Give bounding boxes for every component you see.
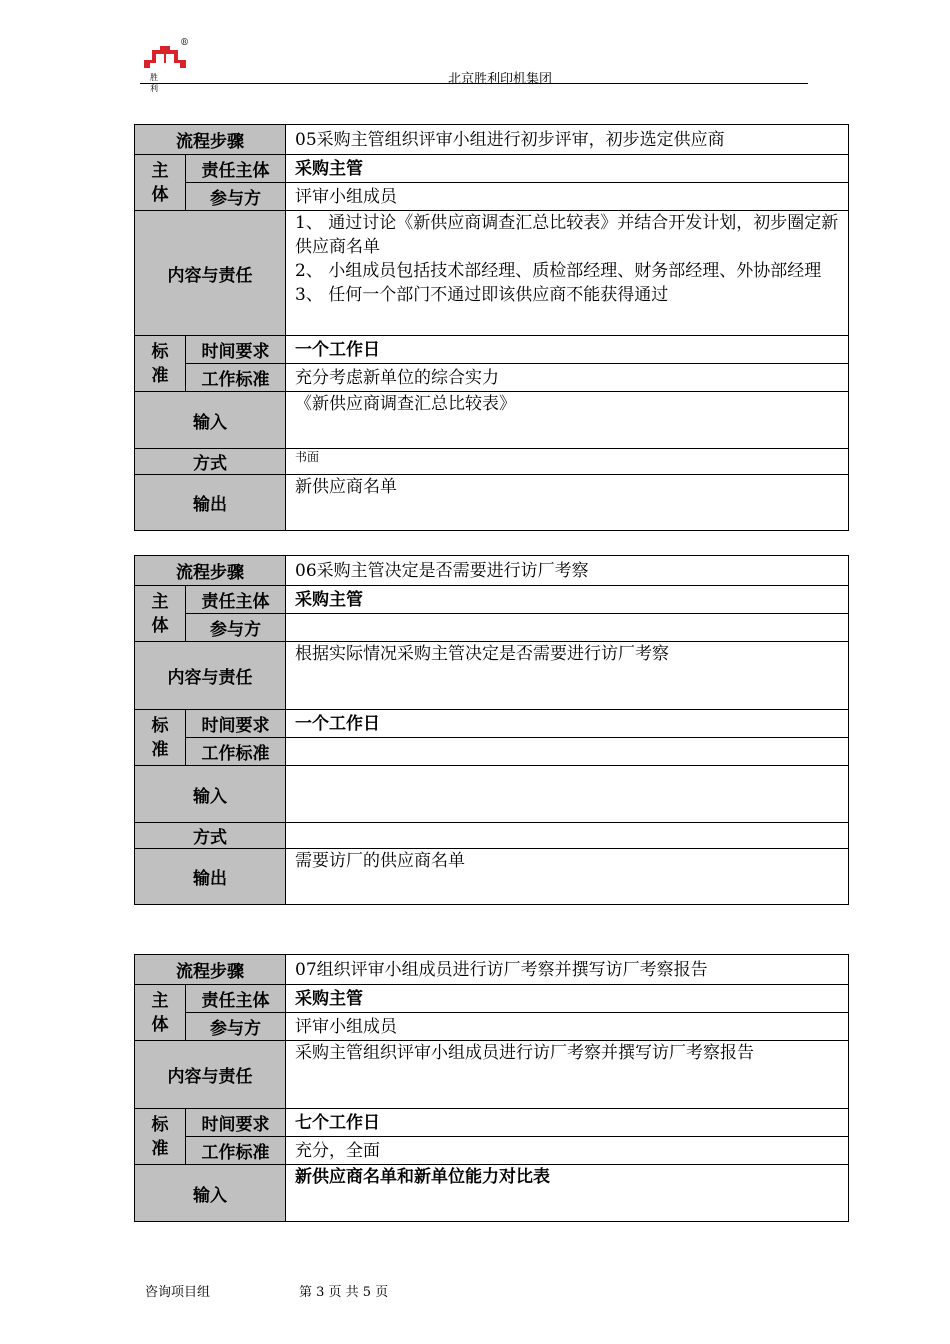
participant-label: 参与方: [186, 1013, 286, 1041]
input-value: [286, 766, 849, 823]
time-label: 时间要求: [186, 710, 286, 738]
work-standard-label: 工作标准: [186, 738, 286, 766]
time-label: 时间要求: [186, 336, 286, 364]
work-standard-value: 充分，全面: [286, 1137, 849, 1165]
time-value: 七个工作日: [286, 1109, 849, 1137]
responsible-value: 采购主管: [286, 586, 849, 614]
output-value: 新供应商名单: [286, 475, 849, 531]
method-value: [286, 823, 849, 849]
responsible-label: 责任主体: [186, 586, 286, 614]
time-value: 一个工作日: [286, 336, 849, 364]
work-standard-value: 充分考虑新单位的综合实力: [286, 364, 849, 392]
time-value: 一个工作日: [286, 710, 849, 738]
step-label: 流程步骤: [135, 556, 286, 586]
subject-label: 主体: [135, 586, 186, 642]
method-value: 书面: [286, 449, 849, 475]
participant-label: 参与方: [186, 614, 286, 642]
output-label: 输出: [135, 475, 286, 531]
subject-label: 主体: [135, 155, 186, 211]
content-line: 采购主管组织评审小组成员进行访厂考察并撰写访厂考察报告: [295, 1043, 754, 1063]
content-line: 根据实际情况采购主管决定是否需要进行访厂考察: [295, 644, 669, 664]
standard-label: 标准: [135, 1109, 186, 1165]
logo-text: 胜 利: [150, 73, 168, 93]
company-name: 北京胜利印机集团: [447, 72, 552, 87]
participant-label: 参与方: [186, 183, 286, 211]
responsible-label: 责任主体: [186, 985, 286, 1013]
time-label: 时间要求: [186, 1109, 286, 1137]
standard-label: 标准: [135, 710, 186, 766]
company-logo: [142, 38, 189, 93]
step-value: 05采购主管组织评审小组进行初步评审，初步选定供应商: [286, 125, 849, 155]
responsible-value: 采购主管: [286, 155, 849, 183]
footer-left: 咨询项目组: [145, 1285, 211, 1300]
content-label: 内容与责任: [135, 211, 286, 336]
input-value: 《新供应商调查汇总比较表》: [286, 392, 849, 449]
step-value: 06采购主管决定是否需要进行访厂考察: [286, 556, 849, 586]
step-label: 流程步骤: [135, 125, 286, 155]
process-table-07: [134, 954, 849, 1222]
input-value: 新供应商名单和新单位能力对比表: [286, 1165, 849, 1222]
participant-value: 评审小组成员: [286, 183, 849, 211]
input-label: 输入: [135, 766, 286, 823]
content-value: [286, 642, 849, 710]
step-value: 07组织评审小组成员进行访厂考察并撰写访厂考察报告: [286, 955, 849, 985]
method-label: 方式: [135, 449, 286, 475]
standard-label: 标准: [135, 336, 186, 392]
page-header: [140, 38, 808, 93]
step-label: 流程步骤: [135, 955, 286, 985]
participant-value: 评审小组成员: [286, 1013, 849, 1041]
subject-label: 主体: [135, 985, 186, 1041]
responsible-value: 采购主管: [286, 985, 849, 1013]
content-line: 1、 通过讨论《新供应商调查汇总比较表》并结合开发计划，初步圈定新供应商名单: [295, 213, 839, 257]
input-label: 输入: [135, 392, 286, 449]
participant-value: [286, 614, 849, 642]
content-label: 内容与责任: [135, 1041, 286, 1109]
content-value: [286, 1041, 849, 1109]
page-number: 第 3 页 共 5 页: [299, 1285, 389, 1300]
input-label: 输入: [135, 1165, 286, 1222]
content-label: 内容与责任: [135, 642, 286, 710]
content-value: [286, 211, 849, 336]
output-value: 需要访厂的供应商名单: [286, 849, 849, 905]
work-standard-label: 工作标准: [186, 1137, 286, 1165]
method-label: 方式: [135, 823, 286, 849]
header-divider: [140, 83, 808, 84]
content-line: 3、 任何一个部门不通过即该供应商不能获得通过: [295, 285, 669, 305]
process-table-06: [134, 555, 849, 905]
responsible-label: 责任主体: [186, 155, 286, 183]
process-table-05: [134, 124, 849, 531]
work-standard-label: 工作标准: [186, 364, 286, 392]
work-standard-value: [286, 738, 849, 766]
registered-mark: ®: [180, 38, 189, 48]
output-label: 输出: [135, 849, 286, 905]
content-line: 2、 小组成员包括技术部经理、质检部经理、财务部经理、外协部经理: [295, 261, 822, 281]
